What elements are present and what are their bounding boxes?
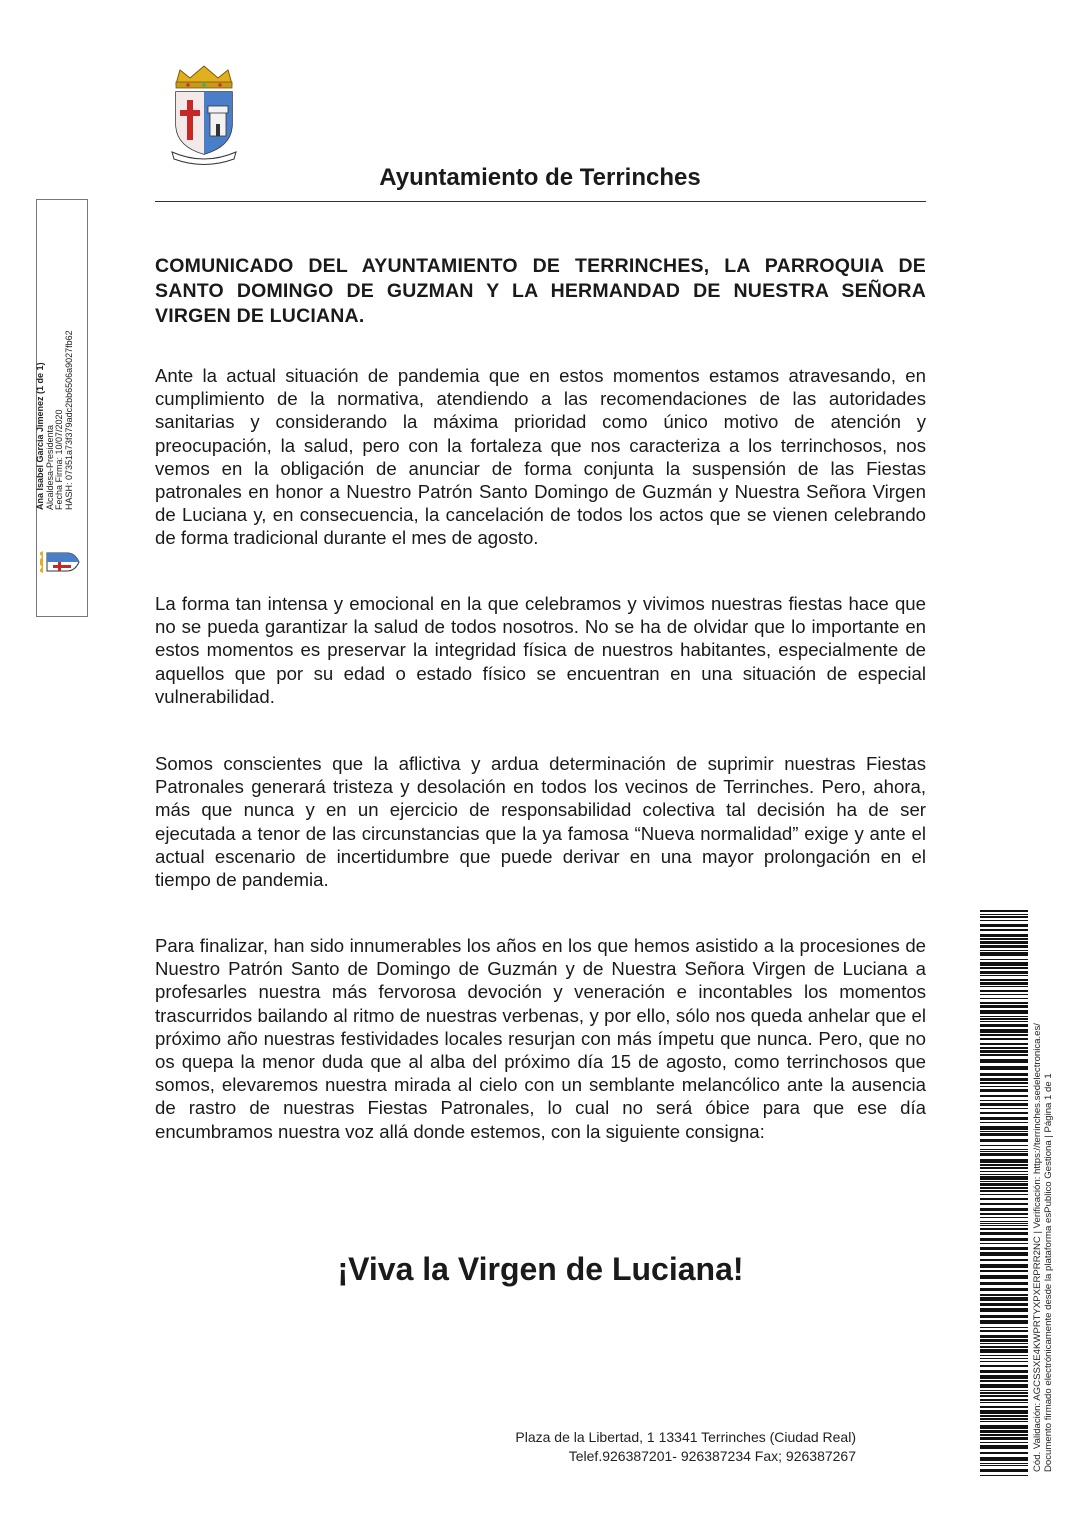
barcode-bar	[980, 1320, 1028, 1324]
verification-platform: Documento firmado electrónicamente desde la plataforma esPublico Gestiona | Página 1 de 1	[1043, 1073, 1054, 1472]
barcode-bar	[980, 975, 1028, 976]
barcode-bar	[980, 1252, 1028, 1256]
barcode-bar	[980, 1153, 1028, 1156]
barcode-bar	[980, 1390, 1028, 1391]
verification-text	[1032, 912, 1062, 1472]
signature-details	[36, 290, 76, 510]
barcode-bar	[980, 1213, 1028, 1215]
barcode-bar	[980, 1308, 1028, 1312]
footer-phones: Telef.926387201- 926387234 Fax; 926387267	[568, 1448, 856, 1464]
barcode-bar	[980, 914, 1028, 915]
barcode-bar	[980, 1183, 1028, 1186]
barcode-bar	[980, 1223, 1028, 1224]
municipal-seal-icon	[40, 548, 86, 576]
barcode-bar	[980, 1275, 1028, 1279]
barcode-bar	[980, 1335, 1028, 1338]
barcode-bar	[980, 1228, 1028, 1230]
barcode-bar	[980, 1434, 1028, 1436]
barcode-bar	[980, 916, 1028, 918]
barcode-bar	[980, 952, 1028, 956]
barcode-bar	[980, 1361, 1028, 1362]
barcode-bar	[980, 1247, 1028, 1250]
barcode-bar	[980, 1133, 1028, 1136]
barcode-bar	[980, 1181, 1028, 1182]
barcode-bar	[980, 1469, 1028, 1472]
barcode-bar	[980, 1457, 1028, 1461]
barcode-bar	[980, 938, 1028, 940]
barcode-bar	[980, 1174, 1028, 1175]
barcode-bar	[980, 1021, 1028, 1022]
barcode-bar	[980, 1297, 1028, 1301]
barcode-bar	[980, 1288, 1028, 1291]
barcode-bar	[980, 1176, 1028, 1180]
barcode-bar	[980, 1442, 1028, 1443]
barcode-bar	[980, 1151, 1028, 1152]
barcode-bar	[980, 1073, 1028, 1076]
barcode-bar	[980, 1038, 1028, 1040]
barcode-bar	[980, 1164, 1028, 1166]
barcode-bar	[980, 1078, 1028, 1081]
barcode-bar	[980, 971, 1028, 974]
document-heading: COMUNICADO DEL AYUNTAMIENTO DE TERRINCHES, LA PARROQUIA DE SANTO DOMINGO DE GUZMAN Y LA HERMANDAD DE NUESTRA SEÑORA VIRGEN DE LUCIANA.	[155, 255, 926, 327]
barcode-bar	[980, 1010, 1028, 1014]
barcode-bar	[980, 1029, 1028, 1033]
barcode-bar	[980, 1402, 1028, 1403]
barcode-bar	[980, 1194, 1028, 1195]
barcode-bar	[980, 1208, 1028, 1211]
barcode-bar	[980, 1089, 1028, 1092]
coat-of-arms-crest-icon	[168, 62, 240, 166]
barcode-bar	[980, 1005, 1028, 1008]
barcode-bar	[980, 1339, 1028, 1342]
barcode-bar	[980, 1100, 1028, 1101]
barcode-bar	[980, 1327, 1028, 1328]
barcode-bar	[980, 910, 1028, 912]
barcode-bar	[980, 1355, 1028, 1356]
barcode-bar	[980, 1018, 1028, 1020]
barcode-bar	[980, 945, 1028, 948]
barcode-bar	[980, 979, 1028, 981]
barcode-bar	[980, 1122, 1028, 1123]
barcode-bar	[980, 929, 1028, 931]
barcode-bar	[980, 962, 1028, 966]
barcode-bar	[980, 1415, 1028, 1417]
barcode-bar	[980, 1221, 1028, 1222]
barcode-bar	[980, 1145, 1028, 1146]
barcode-bar	[980, 1103, 1028, 1106]
barcode-bar	[980, 1034, 1028, 1036]
barcode-bar	[980, 1043, 1028, 1045]
barcode-bar	[980, 934, 1028, 937]
barcode-bar	[980, 1198, 1028, 1200]
barcode-bar	[980, 1139, 1028, 1142]
barcode-bar	[980, 1086, 1028, 1087]
barcode-bar	[980, 1131, 1028, 1132]
barcode-bar	[980, 1430, 1028, 1433]
barcode-bar	[980, 1159, 1028, 1163]
barcode-bar	[980, 1149, 1028, 1150]
barcode-bar	[980, 1016, 1028, 1017]
barcode-bar	[980, 1047, 1028, 1049]
barcode-bar	[980, 1445, 1028, 1449]
barcode-bar	[980, 1365, 1028, 1367]
barcode-bar	[980, 998, 1028, 999]
barcode-bar	[980, 1054, 1028, 1056]
barcode-bar	[980, 1270, 1028, 1272]
paragraph-4: Para finalizar, han sido innumerables los años en los que hemos asistido a la procesiones de Nuestro Patrón Santo de Domingo de Guzmán y de Nuestra Señora Virgen de Luciana a profesarles nuestra más fervorosa devoción y veneración e incontables los momentos trascurridos bailando al ritmo de nuestras verbenas, y por ello, sólo nos queda anhelar que el próximo año nuestras festividades locales resurjan con más ímpetu que nunca. Pero, que no os quepa la menor duda que al alba del próximo día 15 de agosto, como terrinchosos que somos, elevaremos nuestra mirada al cielo con un semblante melancólico ante la ausencia de rastro de nuestras Fiestas Patronales, lo cual no será óbice para que ese día encumbramos nuestra voz allá donde estemos, con la siguiente consigna:	[155, 935, 926, 1142]
barcode-bar	[980, 1171, 1028, 1172]
barcode-bar	[980, 1232, 1028, 1235]
barcode-bar	[980, 1475, 1028, 1476]
barcode-bar	[980, 1399, 1028, 1401]
barcode-icon	[980, 910, 1028, 1476]
barcode-bar	[980, 1264, 1028, 1268]
barcode-bar	[980, 990, 1028, 992]
barcode-bar	[980, 1259, 1028, 1261]
barcode-bar	[980, 1225, 1028, 1226]
barcode-bar	[980, 1002, 1028, 1004]
barcode-bar	[980, 1452, 1028, 1454]
paragraph-3: Somos conscientes que la aflictiva y ardua determinación de suprimir nuestras Fiestas Patronales generará tristeza y desolación en todos los vecinos de Terrinches. Pero, ahora, más que nunca y en un ejercicio de responsabilidad colectiva tal decisión ha de ser ejecutada a tenor de las circunstancias que la ya famosa “Nueva normalidad” exige y ante el actual escenario de incertidumbre que puede derivar en una mayor prolongación en el tiempo de pandemia.	[155, 753, 926, 891]
barcode-bar	[980, 1358, 1028, 1359]
barcode-bar	[980, 1059, 1028, 1063]
header-divider	[155, 201, 926, 202]
barcode-bar	[980, 1117, 1028, 1120]
barcode-bar	[980, 950, 1028, 951]
signature-date: Fecha Firma: 10/07/2020	[54, 409, 64, 510]
footer-address: Plaza de la Libertad, 1 13341 Terrinches (Ciudad Real)	[515, 1429, 856, 1445]
barcode-bar	[980, 1315, 1028, 1318]
barcode-bar	[980, 1406, 1028, 1408]
barcode-bar	[980, 1066, 1028, 1070]
barcode-bar	[980, 1294, 1028, 1296]
barcode-bar	[980, 1395, 1028, 1397]
barcode-bar	[980, 1463, 1028, 1464]
barcode-bar	[980, 1330, 1028, 1332]
barcode-bar	[980, 1112, 1028, 1114]
paragraph-2: La forma tan intensa y emocional en la que celebramos y vivimos nuestras fiestas hace que no se pueda garantizar la salud de todos nosotros. No se ha de olvidar que lo importante en estos momentos es preservar la integridad física de nuestros habitantes, especialmente de aquellos que por su edad o estado físico se encuentran en una situación de especial vulnerabilidad.	[155, 593, 926, 707]
barcode-bar	[980, 1243, 1028, 1244]
barcode-bar	[980, 1349, 1028, 1353]
barcode-bar	[980, 924, 1028, 927]
barcode-bar	[980, 967, 1028, 969]
barcode-bar	[980, 1421, 1028, 1422]
barcode-bar	[980, 1217, 1028, 1218]
barcode-bar	[980, 1343, 1028, 1344]
signature-hash: HASH: 07351a73f379adc2bb6506a9027fb62	[63, 330, 74, 510]
barcode-bar	[980, 1187, 1028, 1189]
barcode-bar	[980, 1410, 1028, 1414]
barcode-bar	[980, 1392, 1028, 1394]
barcode-bar	[980, 1418, 1028, 1420]
barcode-bar	[980, 1346, 1028, 1348]
barcode-bar	[980, 1380, 1028, 1382]
barcode-bar	[980, 1167, 1028, 1169]
barcode-bar	[980, 920, 1028, 921]
barcode-bar	[980, 1082, 1028, 1084]
barcode-bar	[980, 959, 1028, 960]
page-title: Ayuntamiento de Terrinches	[379, 164, 701, 191]
barcode-bar	[980, 994, 1028, 995]
barcode-bar	[980, 1126, 1028, 1130]
barcode-bar	[980, 1384, 1028, 1388]
barcode-bar	[980, 1203, 1028, 1205]
paragraph-1: Ante la actual situación de pandemia que en estos momentos estamos atravesando, en cumplimiento de la normativa, atendiendo a las recomendaciones de las autoridades sanitarias y considerando la máxima prioridad como único motivo de atención y preocupación, la salud, pero con la fortaleza que nos caracteriza a los terrinchosos, nos vemos en la obligación de anunciar de forma conjunta la suspensión de las Fiestas patronales en honor a Nuestro Patrón Santo Domingo de Guzmán y Nuestra Señora Virgen de Luciana y, en consecuencia, la cancelación de todos los actos que se vienen celebrando de forma tradicional durante el mes de agosto.	[155, 365, 926, 549]
barcode-bar	[980, 1024, 1028, 1027]
barcode-bar	[980, 941, 1028, 944]
closing-slogan: ¡Viva la Virgen de Luciana!	[337, 1251, 744, 1287]
barcode-bar	[980, 1190, 1028, 1192]
barcode-bar	[980, 986, 1028, 987]
barcode-bar	[980, 1375, 1028, 1379]
verification-code: Cód. Validación: AGCSSXE4KWPRTYXPXERPRR2NC | Verificación: https://terrinches.sedelectronica.es/	[1032, 1023, 1043, 1472]
barcode-bar	[980, 1465, 1028, 1466]
signer-role: Alcaldesa-Presidenta	[44, 424, 55, 510]
barcode-bar	[980, 1095, 1028, 1097]
barcode-bar	[980, 1238, 1028, 1241]
barcode-bar	[980, 1282, 1028, 1285]
barcode-bar	[980, 1437, 1028, 1440]
barcode-bar	[980, 1370, 1028, 1373]
barcode-bar	[980, 1303, 1028, 1306]
barcode-bar	[980, 1050, 1028, 1053]
signer-name: Ana Isabel Garcia Jimenez (1 de 1)	[35, 362, 45, 510]
barcode-bar	[980, 982, 1028, 985]
barcode-bar	[980, 1425, 1028, 1429]
barcode-bar	[980, 1108, 1028, 1109]
